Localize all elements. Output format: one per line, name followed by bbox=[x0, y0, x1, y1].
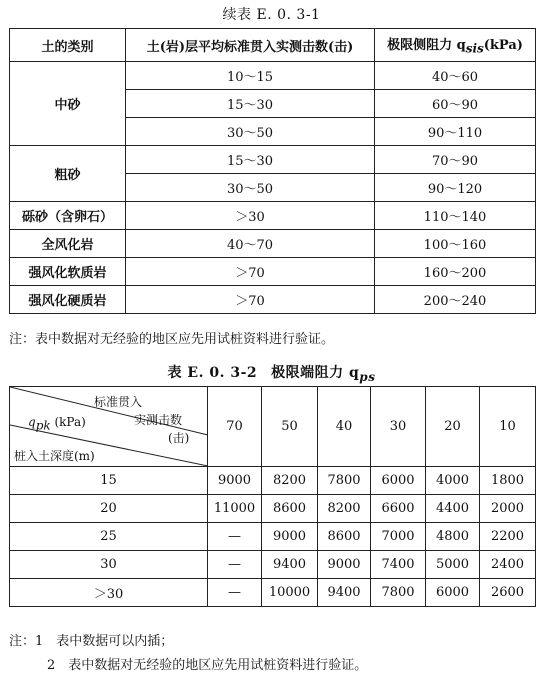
end-resistance-cell: 7800 bbox=[318, 467, 371, 495]
end-resistance-cell: 8200 bbox=[262, 467, 318, 495]
soil-type-cell: 砾砂（含卵石） bbox=[10, 202, 126, 230]
table2-title-main: 极限端阻力 q bbox=[271, 365, 360, 381]
end-resistance-cell: 9000 bbox=[318, 551, 371, 579]
table-row bbox=[10, 579, 536, 607]
column-header: 50 bbox=[262, 387, 318, 467]
end-resistance-cell: 4400 bbox=[426, 495, 480, 523]
end-resistance-cell: 2200 bbox=[480, 523, 536, 551]
table2-title-subscript: ps bbox=[359, 369, 376, 384]
end-resistance-cell: — bbox=[208, 551, 262, 579]
table2-title bbox=[0, 362, 543, 384]
header-blow-count: 土(岩)层平均标准贯入实测击数(击) bbox=[126, 29, 375, 62]
end-resistance-cell: 10000 bbox=[262, 579, 318, 607]
end-resistance-cell: 6000 bbox=[426, 579, 480, 607]
end-resistance-cell: 9400 bbox=[318, 579, 371, 607]
blow-count-cell: 30～50 bbox=[126, 118, 375, 146]
lateral-resistance-cell: 110～140 bbox=[375, 202, 536, 230]
end-resistance-cell: 6000 bbox=[371, 467, 426, 495]
table-row bbox=[10, 495, 536, 523]
lateral-resistance-cell: 40～60 bbox=[375, 62, 536, 90]
end-resistance-cell: 4800 bbox=[426, 523, 480, 551]
depth-cell: 25 bbox=[10, 523, 208, 551]
corner-diagonal-header bbox=[10, 387, 208, 467]
corner-label-line2: 实测击数 bbox=[134, 413, 183, 427]
table-row bbox=[10, 467, 536, 495]
end-resistance-cell: 7400 bbox=[371, 551, 426, 579]
column-header: 40 bbox=[318, 387, 371, 467]
blow-count-cell: 40～70 bbox=[126, 230, 375, 258]
depth-cell: 30 bbox=[10, 551, 208, 579]
table1-note: 注：表中数据对无经验的地区应先用试桩资料进行验证。 bbox=[9, 332, 335, 347]
header-q-label: 极限侧阻力 q bbox=[387, 38, 466, 54]
soil-type-cell: 强风化硬质岩 bbox=[10, 286, 126, 314]
corner-label-q bbox=[28, 415, 86, 432]
lateral-resistance-cell: 70～90 bbox=[375, 146, 536, 174]
end-resistance-cell: 8200 bbox=[318, 495, 371, 523]
lateral-resistance-cell: 100～160 bbox=[375, 230, 536, 258]
corner-label-line3: (击) bbox=[168, 431, 190, 445]
end-resistance-cell: 7000 bbox=[371, 523, 426, 551]
table-row bbox=[10, 523, 536, 551]
corner-label-depth: 桩入土深度(m) bbox=[14, 449, 95, 463]
table2-title-prefix: 表 E. 0. 3-2 bbox=[167, 365, 258, 381]
depth-cell: 20 bbox=[10, 495, 208, 523]
column-header: 70 bbox=[208, 387, 262, 467]
end-resistance-cell: 6600 bbox=[371, 495, 426, 523]
lateral-resistance-cell: 160～200 bbox=[375, 258, 536, 286]
end-resistance-cell: — bbox=[208, 523, 262, 551]
lateral-resistance-cell: 90～120 bbox=[375, 174, 536, 202]
table1-header-row bbox=[10, 29, 536, 62]
end-resistance-table bbox=[9, 386, 536, 607]
table-row bbox=[10, 62, 536, 90]
corner-q-subscript: pk bbox=[35, 418, 51, 433]
end-resistance-cell: 9000 bbox=[262, 523, 318, 551]
soil-type-cell: 粗砂 bbox=[10, 146, 126, 202]
table-row bbox=[10, 551, 536, 579]
depth-cell: 15 bbox=[10, 467, 208, 495]
blow-count-cell: ＞30 bbox=[126, 202, 375, 230]
table-row bbox=[10, 258, 536, 286]
end-resistance-cell: 8600 bbox=[318, 523, 371, 551]
table-row bbox=[10, 230, 536, 258]
blow-count-cell: 15～30 bbox=[126, 146, 375, 174]
soil-type-cell: 强风化软质岩 bbox=[10, 258, 126, 286]
blow-count-cell: 10～15 bbox=[126, 62, 375, 90]
blow-count-cell: ＞70 bbox=[126, 258, 375, 286]
blow-count-cell: 30～50 bbox=[126, 174, 375, 202]
table2-note-2: 2 表中数据对无经验的地区应先用试桩资料进行验证。 bbox=[47, 658, 368, 673]
corner-q-unit: (kPa) bbox=[54, 415, 86, 429]
end-resistance-cell: 11000 bbox=[208, 495, 262, 523]
soil-type-cell: 中砂 bbox=[10, 62, 126, 146]
depth-cell: ＞30 bbox=[10, 579, 208, 607]
header-q-subscript: sis bbox=[465, 41, 484, 56]
blow-count-cell: 15～30 bbox=[126, 90, 375, 118]
end-resistance-cell: 4000 bbox=[426, 467, 480, 495]
end-resistance-cell: 9000 bbox=[208, 467, 262, 495]
lateral-resistance-cell: 90～110 bbox=[375, 118, 536, 146]
header-lateral-resistance bbox=[375, 29, 536, 62]
table2-header-row bbox=[10, 387, 536, 467]
end-resistance-cell: — bbox=[208, 579, 262, 607]
table-row bbox=[10, 202, 536, 230]
soil-type-cell: 全风化岩 bbox=[10, 230, 126, 258]
lateral-resistance-table bbox=[9, 28, 536, 314]
corner-label-line1: 标准贯入 bbox=[94, 395, 143, 409]
end-resistance-cell: 2400 bbox=[480, 551, 536, 579]
lateral-resistance-cell: 60～90 bbox=[375, 90, 536, 118]
end-resistance-cell: 8600 bbox=[262, 495, 318, 523]
end-resistance-cell: 2600 bbox=[480, 579, 536, 607]
header-soil-type: 土的类别 bbox=[10, 29, 126, 62]
end-resistance-cell: 9400 bbox=[262, 551, 318, 579]
end-resistance-cell: 1800 bbox=[480, 467, 536, 495]
end-resistance-cell: 2000 bbox=[480, 495, 536, 523]
table1-title: 续表 E. 0. 3-1 bbox=[222, 7, 321, 23]
column-header: 30 bbox=[371, 387, 426, 467]
header-q-unit: (kPa) bbox=[483, 38, 523, 54]
end-resistance-cell: 7800 bbox=[371, 579, 426, 607]
corner-q-letter: q bbox=[28, 415, 36, 429]
column-header: 10 bbox=[480, 387, 536, 467]
lateral-resistance-cell: 200～240 bbox=[375, 286, 536, 314]
table-row bbox=[10, 146, 536, 174]
table-row bbox=[10, 286, 536, 314]
blow-count-cell: ＞70 bbox=[126, 286, 375, 314]
column-header: 20 bbox=[426, 387, 480, 467]
table2-note-1: 注：1 表中数据可以内插； bbox=[9, 634, 174, 649]
end-resistance-cell: 5000 bbox=[426, 551, 480, 579]
